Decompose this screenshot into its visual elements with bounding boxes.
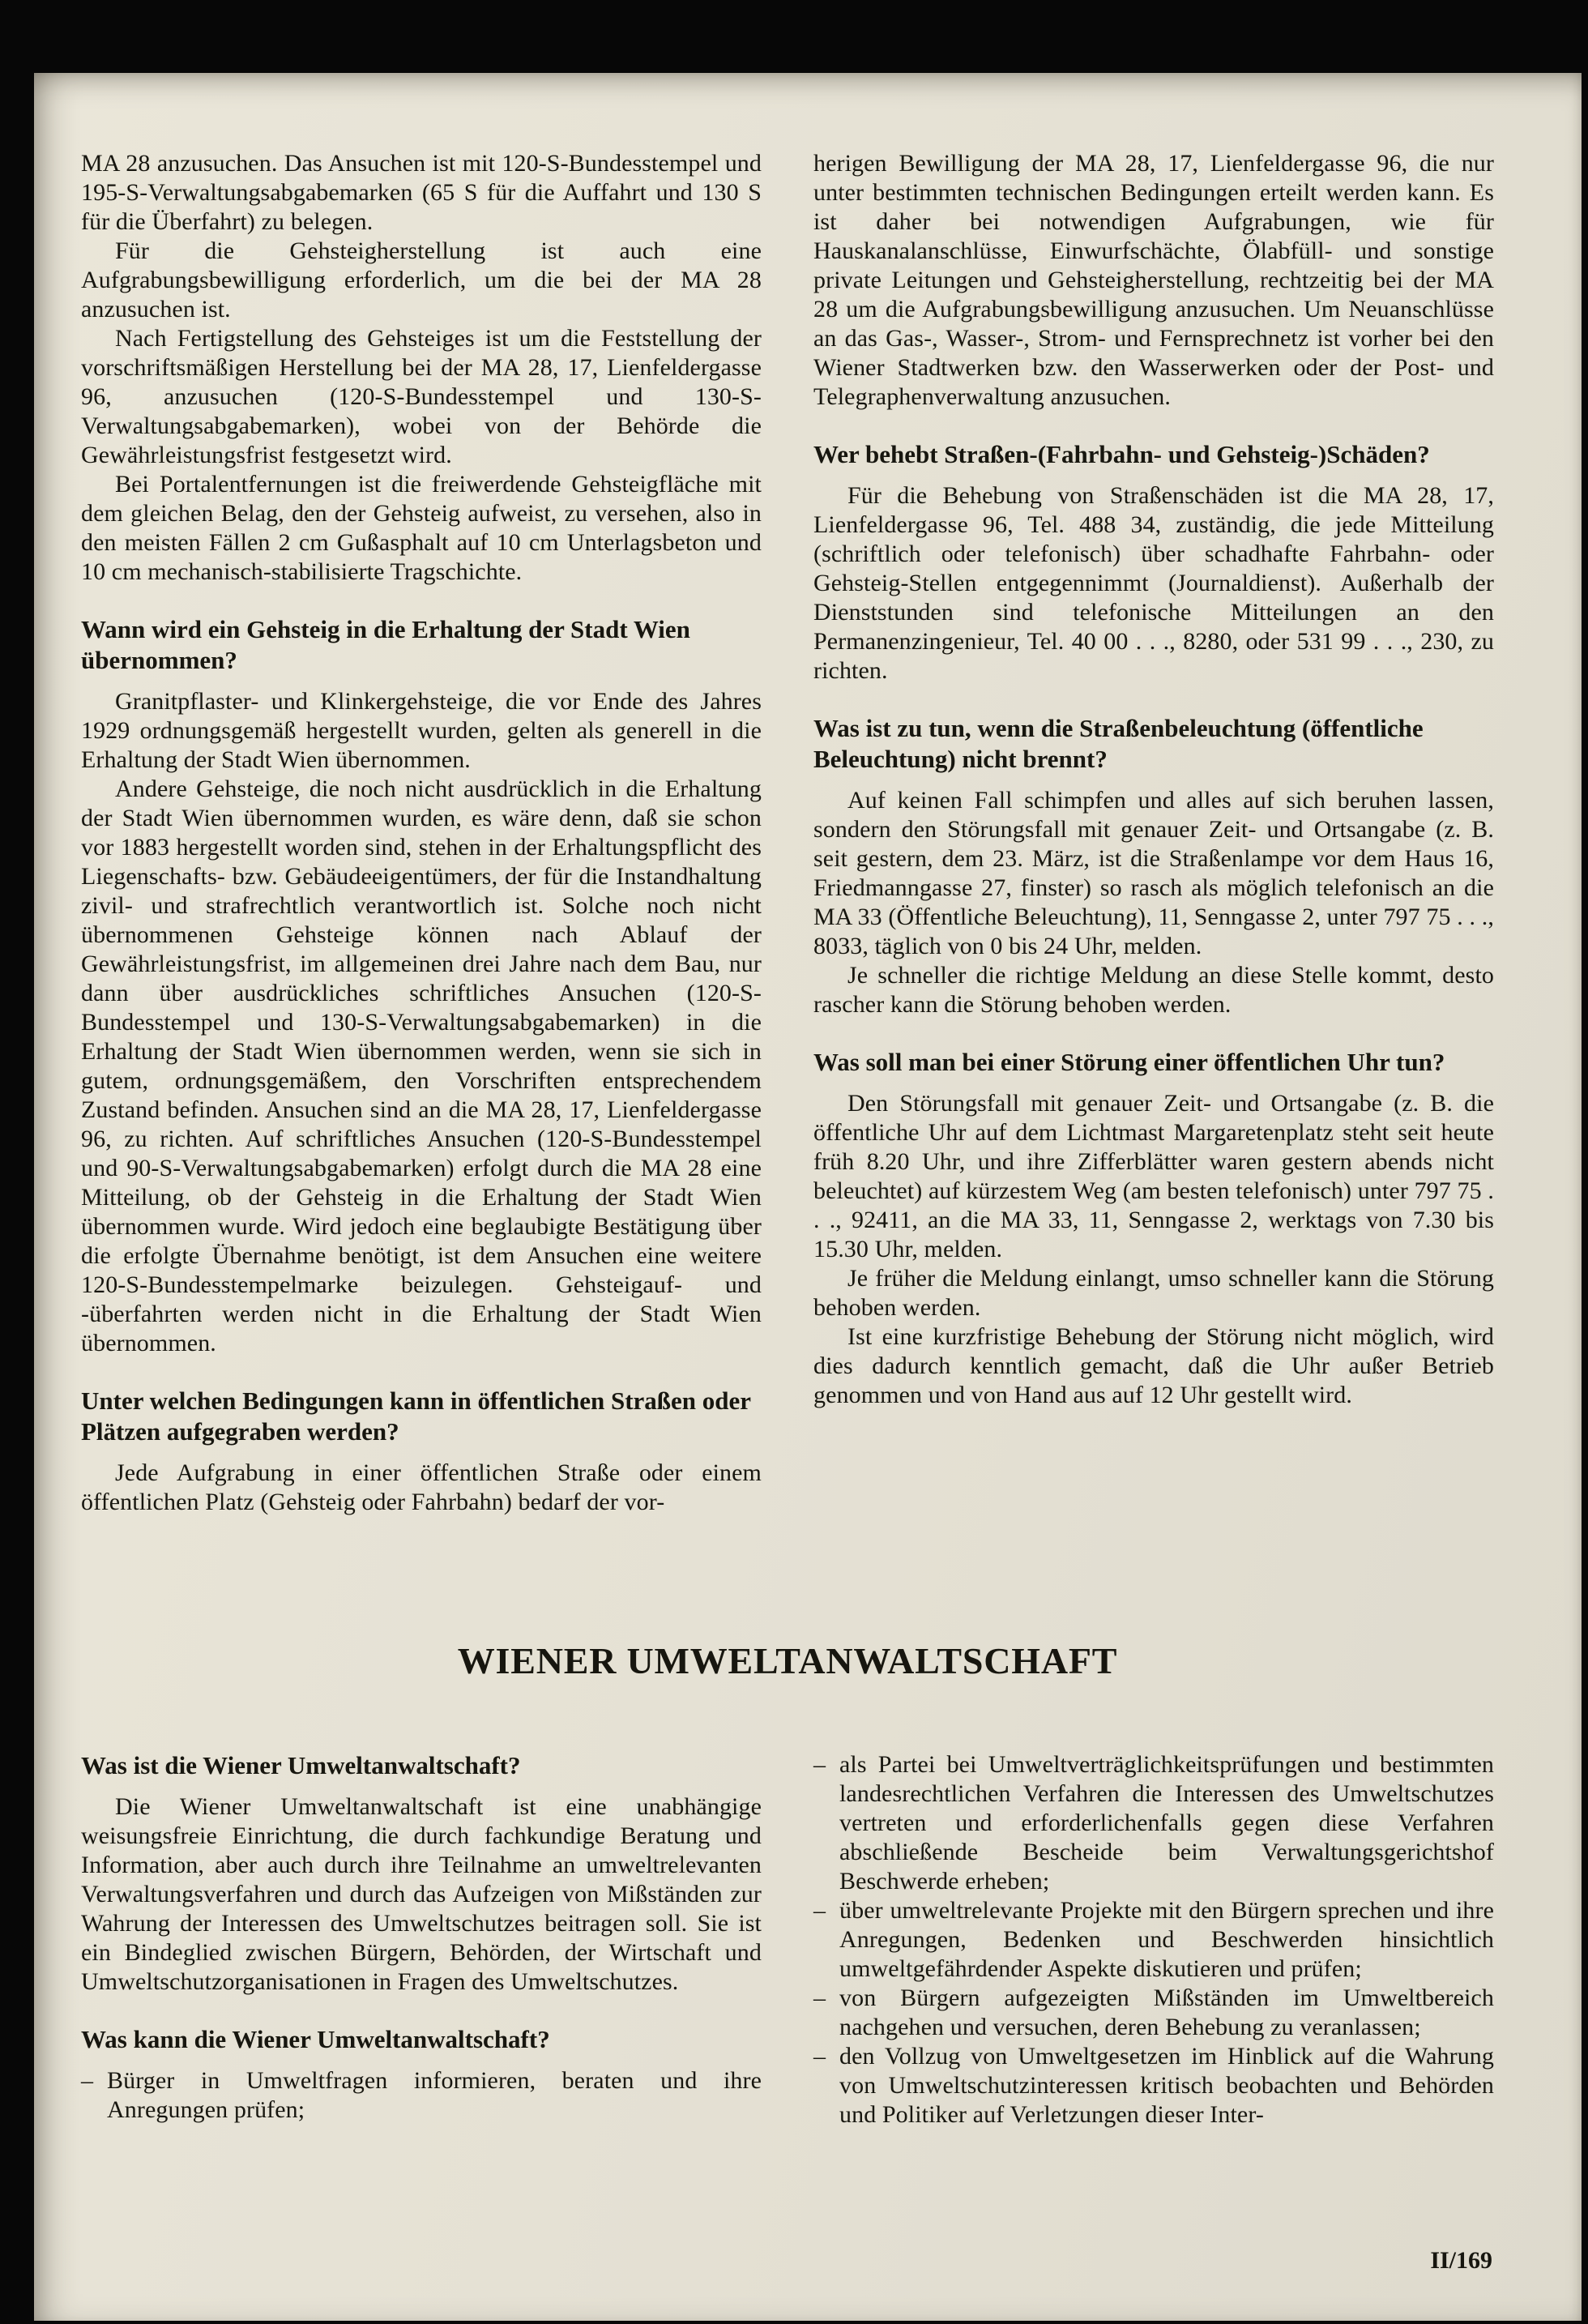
page [34,73,1582,2321]
dash-marker: – [813,1751,826,1778]
paragraph-continuation: herigen Bewilligung der MA 28, 17, Lienfeldergasse 96, die nur unter bestimmten technischen Bedingungen erteilt werden kann. Es ist daher bei notwendigen Aufgrabungen, wie für Hauskanalanschlüsse, Einwurfschächte, Ölabfüll- und sonstige private Leitungen und Gehsteigherstellung, rechtzeitig bei der MA 28 um die Aufgrabungsbewilligung anzusuchen. Um Neuanschlüsse an das Gas-, Wasser-, Strom- und Fernsprechnetz ist vorher bei den Wiener Stadtwerken bzw. den Wasserwerken oder der Post- und Telegraphenverwaltung anzusuchen. [813,150,1494,410]
paragraph: Den Störungsfall mit genauer Zeit- und Ortsangabe (z. B. die öffentliche Uhr auf dem Lichtmast Margaretenplatz steht seit heute früh 8.20 Uhr, und ihre Zifferblätter waren gestern abends nicht beleuchtet) auf kürzestem Weg (am besten telefonisch) unter 797 75 . . ., 92411, an die MA 33, 11, Senngasse 2, werktags von 7.30 bis 15.30 Uhr, melden. [813,1090,1494,1262]
paragraph: Auf keinen Fall schimpfen und alles auf sich beruhen lassen, sondern den Störungsfall mit genauer Zeit- und Ortsangabe (z. B. seit gestern, dem 23. März, ist die Straßenlampe vor dem Haus 16, Friedmanngasse 27, finster) so rasch als möglich telefonisch an die MA 33 (Öffentliche Beleuchtung), 11, Senngasse 2, unter 797 75 . . ., 8033, täglich von 0 bis 24 Uhr, melden. [813,787,1494,959]
paragraph: Jede Aufgrabung in einer öffentlichen Straße oder einem öffentlichen Platz (Gehsteig oder Fahrbahn) bedarf der vor- [81,1459,762,1515]
list-item-text: den Vollzug von Umweltgesetzen im Hinblick auf die Wahrung von Umweltschutzinteressen kritisch beobachten und Behörden und Politiker auf Verletzungen dieser Inter- [839,2043,1494,2128]
top-right-column [813,149,1494,1517]
list-item-text: über umweltrelevante Projekte mit den Bürgern sprechen und ihre Anregungen, Bedenken und Beschwerden hinsichtlich umweltgefährdender Aspekte diskutieren und prüfen; [839,1897,1494,1982]
list-item [813,1896,1494,1984]
heading-was-kann-umweltanwaltschaft: Was kann die Wiener Umweltanwaltschaft? [81,2025,550,2053]
paragraph: Die Wiener Umweltanwaltschaft ist eine unabhängige weisungsfreie Einrichtung, die durch fachkundige Beratung und Information, aber auch durch ihre Teilnahme an umweltrelevanten Verwaltungsverfahren und durch das Aufzeigen von Mißständen zur Wahrung der Interessen des Umweltschutzes beitragen soll. Sie ist ein Bindeglied zwischen Bürgern, Behörden, der Wirtschaft und Umweltschutzorganisationen in Fragen des Umweltschutzes. [81,1793,762,1995]
dash-marker: – [81,2067,94,2094]
heading-gehsteig-erhaltung: Wann wird ein Gehsteig in die Erhaltung der Stadt Wien übernommen? [81,615,690,674]
paragraph: Granitpflaster- und Klinkergehsteige, die vor Ende des Jahres 1929 ordnungsgemäß hergestellt wurden, gelten als generell in die Erhaltung der Stadt Wien übernommen. [81,688,762,773]
paragraph: Nach Fertigstellung des Gehsteiges ist um die Feststellung der vorschriftsmäßigen Herstellung bei der MA 28, 17, Lienfeldergasse 96, anzusuchen (120-S-Bundesstempel und 130-S-Verwaltungsabgabemarken), wobei von der Behörde die Gewährleistungsfrist festgesetzt wird. [81,325,762,468]
bottom-section [81,1750,1494,2130]
list-item-text: Bürger in Umweltfragen informieren, beraten und ihre Anregungen prüfen; [107,2067,762,2123]
dash-marker: – [813,1984,826,2011]
paragraph-continuation: MA 28 anzusuchen. Das Ansuchen ist mit 120-S-Bundesstempel und 195-S-Verwaltungsabgabemarken (65 S für die Auffahrt und 130 S für die Überfahrt) zu belegen. [81,150,762,235]
umweltanwaltschaft-title: WIENER UMWELTANWALTSCHAFT [457,1640,1118,1681]
list-item [813,1750,1494,1896]
bottom-right-column [813,1750,1494,2130]
paragraph: Für die Behebung von Straßenschäden ist die MA 28, 17, Lienfeldergasse 96, Tel. 488 34, zuständig, die jede Mitteilung (schriftlich oder telefonisch) über schadhafte Fahrbahn- oder Gehsteig-Stellen entgegennimmt (Journaldienst). Außerhalb der Dienststunden sind telefonische Mitteilungen an den Permanenzingenieur, Tel. 40 00 . . ., 8280, oder 531 99 . . ., 230, zu richten. [813,482,1494,684]
paragraph: Für die Gehsteigherstellung ist auch eine Aufgrabungsbewilligung erforderlich, um die bei der MA 28 anzusuchen ist. [81,237,762,323]
list-item-text: als Partei bei Umweltverträglichkeitsprüfungen und bestimmten landesrechtlichen Verfahren die Interessen des Umweltschutzes vertreten und erforderlichenfalls gegen diese Verfahren abschließende Bescheide beim Verwaltungsgerichtshof Beschwerde erheben; [839,1751,1494,1895]
paragraph: Andere Gehsteige, die noch nicht ausdrücklich in die Erhaltung der Stadt Wien übernommen wurden, es wäre denn, daß sie schon vor 1883 hergestellt worden sind, stehen in der Erhaltungspflicht des Liegenschafts- bzw. Gebäudeeigentümers, der für die Instandhaltung zivil- und strafrechtlich verantwortlich ist. Solche noch nicht übernommenen Gehsteige können nach Ablauf der Gewährleistungsfrist, im allgemeinen drei Jahre nach dem Bau, nur dann über ausdrückliches schriftliches Ansuchen (120-S-Bundesstempel und 130-S-Verwaltungsabgabemarken) in die Erhaltung der Stadt Wien übernommen werden, wenn sie sich in gutem, ordnungsgemäßem, den Vorschriften entsprechendem Zustand befinden. Ansuchen sind an die MA 28, 17, Lienfeldergasse 96, zu richten. Auf schriftliches Ansuchen (120-S-Bundesstempel und 90-S-Verwaltungsabgabemarken) erfolgt durch die MA 28 eine Mitteilung, ob der Gehsteig in die Erhaltung der Stadt Wien übernommen wurde. Wird jedoch eine beglaubigte Bestätigung über die erfolgte Übernahme benötigt, ist dem Ansuchen eine weitere 120-S-Bundesstempelmarke beizulegen. Gehsteigauf- und -überfahrten werden nicht in die Erhaltung der Stadt Wien übernommen. [81,775,762,1356]
list-item [813,2042,1494,2130]
list-item [813,1984,1494,2042]
bottom-left-column [81,1750,762,2130]
paragraph: Bei Portalentfernungen ist die freiwerdende Gehsteigfläche mit dem gleichen Belag, den der Gehsteig aufweist, zu versehen, also in den meisten Fällen 2 cm Gußasphalt auf 10 cm Unterlagsbeton und 10 cm mechanisch-stabilisierte Tragschichte. [81,471,762,585]
top-section [81,149,1494,1517]
paragraph: Je schneller die richtige Meldung an diese Stelle kommt, desto rascher kann die Störung behoben werden. [813,962,1494,1018]
heading-aufgrabungen: Unter welchen Bedingungen kann in öffentlichen Straßen oder Plätzen aufgegraben werden? [81,1386,751,1446]
dash-marker: – [813,1897,826,1924]
paragraph: Ist eine kurzfristige Behebung der Störung nicht möglich, wird dies dadurch kenntlich gemacht, daß die Uhr außer Betrieb genommen und von Hand aus auf 12 Uhr gestellt wird. [813,1323,1494,1408]
heading-was-ist-umweltanwaltschaft: Was ist die Wiener Umweltanwaltschaft? [81,1751,521,1779]
paragraph: Je früher die Meldung einlangt, umso schneller kann die Störung behoben werden. [813,1265,1494,1321]
list-item-text: von Bürgern aufgezeigten Mißständen im Umweltbereich nachgehen und versuchen, deren Behebung zu veranlassen; [839,1984,1494,2040]
heading-strassenbeleuchtung: Was ist zu tun, wenn die Straßenbeleuchtung (öffentliche Beleuchtung) nicht brennt? [813,714,1424,773]
heading-oeffentliche-uhr: Was soll man bei einer Störung einer öffentlichen Uhr tun? [813,1048,1445,1076]
list-item [81,2066,762,2125]
page-number: II/169 [1430,2247,1492,2274]
dash-marker: – [813,2043,826,2070]
top-left-column [81,149,762,1517]
heading-strassenschaeden: Wer behebt Straßen-(Fahrbahn- und Gehsteig-)Schäden? [813,440,1430,468]
